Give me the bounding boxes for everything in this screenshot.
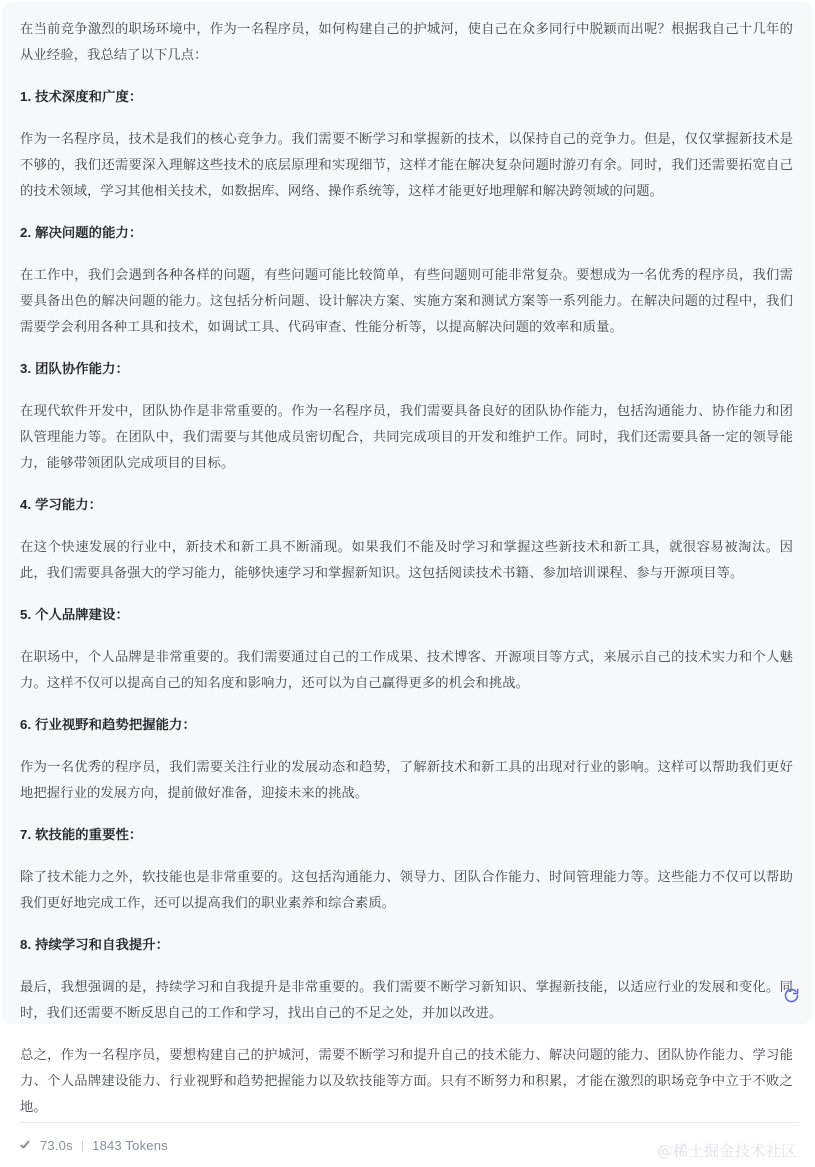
section-heading: 3. 团队协作能力：: [20, 361, 129, 376]
section-heading: 5. 个人品牌建设：: [20, 607, 129, 622]
site-watermark: @稀土掘金技术社区: [657, 1142, 797, 1160]
generation-meta: [20, 1138, 168, 1153]
answer-paragraph: 总之，作为一名程序员，要想构建自己的护城河，需要不断学习和提升自己的技术能力、解决问题的能力、团队协作能力、学习能力、个人品牌建设能力、行业视野和趋势把握能力以及软技能等方面。只有不断努力和积累，才能在激烈的职场竞争中立于不败之地。: [20, 1047, 793, 1114]
duration-label: 73.0s: [40, 1137, 73, 1153]
answer-paragraph: 作为一名程序员，技术是我们的核心竞争力。我们需要不断学习和掌握新的技术，以保持自己的竞争力。但是，仅仅掌握新技术是不够的，我们还需要深入理解这些技术的底层原理和实现细节，这样才能在解决复杂问题时游刃有余。同时，我们还需要拓宽自己的技术领域，学习其他相关技术，如数据库、网络、操作系统等，这样才能更好地理解和解决跨领域的问题。: [20, 131, 793, 198]
answer-paragraph: 作为一名优秀的程序员，我们需要关注行业的发展动态和趋势，了解新技术和新工具的出现对行业的影响。这样可以帮助我们更好地把握行业的发展方向，提前做好准备，迎接未来的挑战。: [20, 759, 793, 800]
answer-paragraph: 在现代软件开发中，团队协作是非常重要的。作为一名程序员，我们需要具备良好的团队协作能力，包括沟通能力、协作能力和团队管理能力等。在团队中，我们需要与其他成员密切配合，共同完成项目的开发和维护工作。同时，我们还需要具备一定的领导能力，能够带领团队完成项目的目标。: [20, 403, 793, 470]
answer-content: [2, 2, 813, 1120]
refresh-icon[interactable]: [783, 987, 800, 1004]
token-count-label: 1843 Tokens: [92, 1137, 168, 1153]
check-icon: [20, 1139, 33, 1152]
assistant-answer-panel: [2, 2, 813, 1160]
answer-paragraph: 在职场中，个人品牌是非常重要的。我们需要通过自己的工作成果、技术博客、开源项目等方式，来展示自己的技术实力和个人魅力。这样不仅可以提高自己的知名度和影响力，还可以为自己赢得更多的机会和挑战。: [20, 649, 793, 690]
answer-paragraph: 除了技术能力之外，软技能也是非常重要的。这包括沟通能力、领导力、团队合作能力、时间管理能力等。这些能力不仅可以帮助我们更好地完成工作，还可以提高我们的职业素养和综合素质。: [20, 869, 793, 910]
answer-paragraph: 在这个快速发展的行业中，新技术和新工具不断涌现。如果我们不能及时学习和掌握这些新技术和新工具，就很容易被淘汰。因此，我们需要具备强大的学习能力，能够快速学习和掌握新知识。这包括阅读技术书籍、参加培训课程、参与开源项目等。: [20, 539, 793, 580]
section-heading: 7. 软技能的重要性：: [20, 827, 143, 842]
section-heading: 8. 持续学习和自我提升：: [20, 937, 170, 952]
meta-separator: |: [80, 1138, 85, 1152]
section-heading: 1. 技术深度和广度：: [20, 89, 143, 104]
answer-paragraph: 在工作中，我们会遇到各种各样的问题，有些问题可能比较简单，有些问题则可能非常复杂。要想成为一名优秀的程序员，我们需要具备出色的解决问题的能力。这包括分析问题、设计解决方案、实施方案和测试方案等一系列能力。在解决问题的过程中，我们需要学会利用各种工具和技术，如调试工具、代码审查、性能分析等，以提高解决问题的效率和质量。: [20, 267, 793, 334]
answer-footer: [2, 1123, 813, 1167]
section-heading: 4. 学习能力：: [20, 497, 103, 512]
section-heading: 6. 行业视野和趋势把握能力：: [20, 717, 196, 732]
answer-paragraph: 在当前竞争激烈的职场环境中，作为一名程序员，如何构建自己的护城河，使自己在众多同行中脱颖而出呢？根据我自己十几年的从业经验，我总结了以下几点：: [20, 21, 793, 62]
answer-paragraph: 最后，我想强调的是，持续学习和自我提升是非常重要的。我们需要不断学习新知识、掌握新技能，以适应行业的发展和变化。同时，我们还需要不断反思自己的工作和学习，找出自己的不足之处，并加以改进。: [20, 979, 793, 1020]
section-heading: 2. 解决问题的能力：: [20, 225, 143, 240]
